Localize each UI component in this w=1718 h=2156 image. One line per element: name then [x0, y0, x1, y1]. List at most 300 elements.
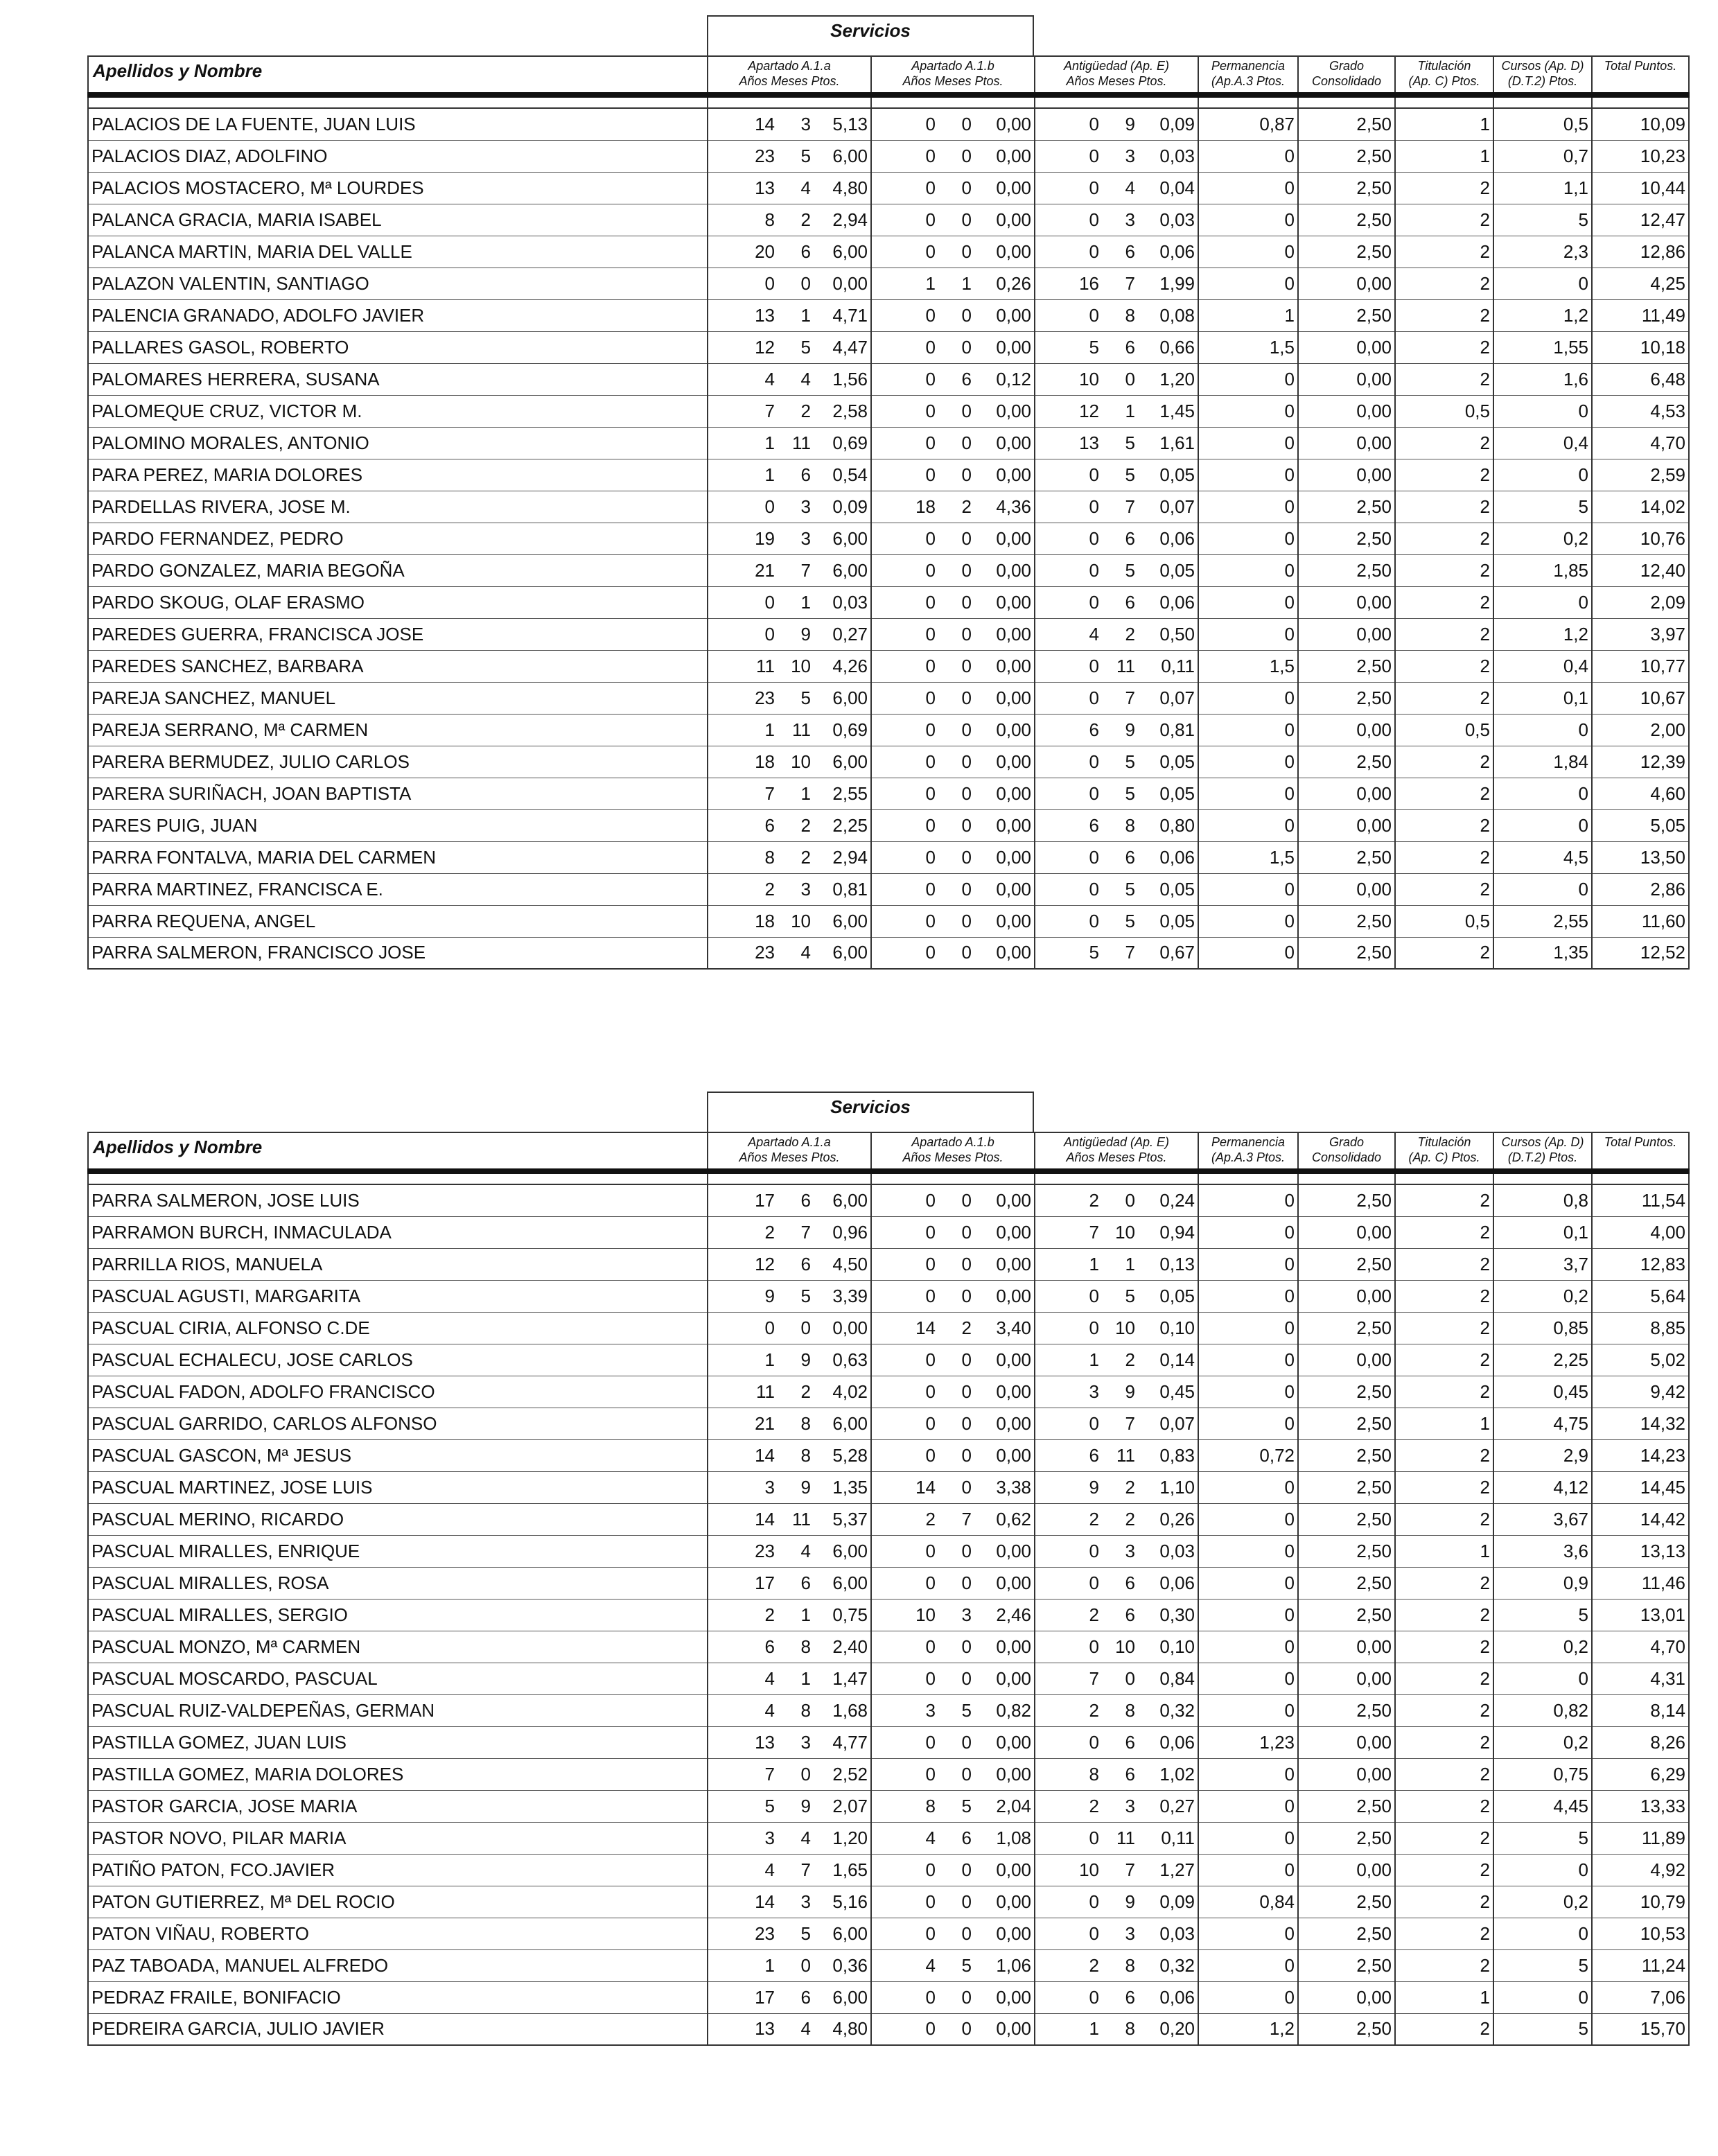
- cell-a1a-values: [711, 496, 868, 518]
- cell-a1a-years: 13: [755, 1731, 775, 1753]
- cell-antiguedad-values: [1038, 1604, 1195, 1626]
- cell-antiguedad-months: 9: [1125, 113, 1135, 134]
- col-header-antiguedad: Antigüedad (Ap. E) Años Meses Ptos.: [1035, 1132, 1198, 1171]
- cell-total: 15,70: [1592, 2013, 1689, 2045]
- cell-antiguedad-months: 3: [1125, 1540, 1135, 1561]
- cell-grado: 2,50: [1298, 1408, 1395, 1439]
- cell-antiguedad-values: [1038, 1987, 1195, 2008]
- cell-a1b-points: 0,00: [996, 527, 1031, 549]
- cell-name: PARERA BERMUDEZ, JULIO CARLOS: [88, 746, 708, 778]
- table-row: [88, 1918, 1689, 1949]
- cell-cursos: 1,84: [1493, 746, 1592, 778]
- cell-antiguedad: [1035, 331, 1198, 363]
- cell-a1a-months: 2: [800, 209, 811, 230]
- cell-a1a: [708, 1439, 871, 1471]
- cell-a1b-points: 0,00: [996, 559, 1031, 581]
- cell-a1a-months: 4: [800, 177, 811, 198]
- cell-a1a-years: 4: [764, 1667, 775, 1689]
- cell-a1b-values: [875, 1732, 1031, 1753]
- cell-total: 8,85: [1592, 1312, 1689, 1344]
- cell-titulacion: 2: [1395, 1439, 1493, 1471]
- col-header-total: Total Puntos.: [1592, 56, 1689, 95]
- cell-antiguedad-years: 0: [1089, 1636, 1099, 1657]
- table-row: [88, 1567, 1689, 1599]
- cell-antiguedad-years: 8: [1089, 1763, 1099, 1785]
- cell-antiguedad-values: [1038, 942, 1195, 963]
- cell-permanencia: 0: [1198, 1694, 1298, 1726]
- cell-antiguedad-points: 0,06: [1159, 846, 1195, 868]
- cell-a1b-points: 0,00: [996, 687, 1031, 708]
- cell-a1b-months: 0: [961, 464, 972, 485]
- cell-a1b-years: 0: [925, 177, 936, 198]
- cell-antiguedad-values: [1038, 528, 1195, 550]
- cell-antiguedad-values: [1038, 1923, 1195, 1945]
- cell-a1a-months: 6: [800, 1986, 811, 2008]
- cell-a1a-years: 12: [755, 336, 775, 358]
- cell-antiguedad-years: 16: [1079, 272, 1099, 294]
- cell-antiguedad-points: 1,45: [1159, 400, 1195, 421]
- cell-name: PARRILLA RIOS, MANUELA: [88, 1248, 708, 1280]
- cell-a1b-years: 0: [925, 304, 936, 326]
- cell-cursos: 0: [1493, 459, 1592, 491]
- cell-a1b-months: 0: [961, 1986, 972, 2008]
- cell-titulacion: 1: [1395, 140, 1493, 172]
- cell-a1a-values: [711, 1317, 868, 1339]
- cell-antiguedad-points: 0,27: [1159, 1795, 1195, 1816]
- cell-a1b-months: 0: [961, 1444, 972, 1466]
- cell-antiguedad-years: 0: [1089, 1317, 1099, 1338]
- cell-a1b-years: 4: [925, 1827, 936, 1848]
- cell-a1b-years: 0: [925, 878, 936, 900]
- cell-antiguedad-years: 0: [1089, 1891, 1099, 1912]
- col-header-a1b: Apartado A.1.b Años Meses Ptos.: [871, 1132, 1035, 1171]
- cell-a1a-points: 0,75: [832, 1604, 868, 1625]
- cell-a1a-months: 9: [800, 1349, 811, 1370]
- cell-a1b-months: 0: [961, 336, 972, 358]
- cell-cursos: 5: [1493, 1822, 1592, 1854]
- cell-a1a-points: 2,94: [832, 209, 868, 230]
- cell-a1a: [708, 140, 871, 172]
- cell-a1b: [871, 1376, 1035, 1408]
- cell-a1b-years: 0: [925, 623, 936, 645]
- cell-a1a-values: [711, 783, 868, 805]
- cell-a1a-values: [711, 1700, 868, 1721]
- cell-a1b-years: 0: [925, 1891, 936, 1912]
- cell-name: PATON GUTIERREZ, Mª DEL ROCIO: [88, 1886, 708, 1918]
- cell-total: 2,00: [1592, 714, 1689, 746]
- cell-antiguedad-months: 5: [1125, 878, 1135, 900]
- table-row: [88, 427, 1689, 459]
- cell-a1a: [708, 1184, 871, 1216]
- cell-antiguedad: [1035, 1981, 1198, 2013]
- cell-name: PARRA SALMERON, JOSE LUIS: [88, 1184, 708, 1216]
- cell-a1b: [871, 1280, 1035, 1312]
- cell-antiguedad-months: 9: [1125, 719, 1135, 740]
- cell-antiguedad: [1035, 937, 1198, 969]
- cell-permanencia: 1,2: [1198, 2013, 1298, 2045]
- cell-a1a-years: 23: [755, 1922, 775, 1944]
- cell-a1b-points: 0,00: [996, 304, 1031, 326]
- table-row: [88, 459, 1689, 491]
- cell-a1b-points: 0,00: [996, 1986, 1031, 2008]
- cell-a1a-months: 4: [800, 1540, 811, 1561]
- cell-permanencia: 0: [1198, 1312, 1298, 1344]
- cell-permanencia: 0: [1198, 459, 1298, 491]
- cell-a1a-years: 0: [764, 591, 775, 613]
- cell-antiguedad-years: 0: [1089, 751, 1099, 772]
- cell-a1a-points: 0,27: [832, 623, 868, 645]
- cell-antiguedad: [1035, 618, 1198, 650]
- cell-permanencia: 0: [1198, 905, 1298, 937]
- cell-antiguedad: [1035, 108, 1198, 140]
- cell-total: 3,97: [1592, 618, 1689, 650]
- cell-antiguedad: [1035, 1567, 1198, 1599]
- cell-antiguedad-years: 0: [1089, 1731, 1099, 1753]
- cell-antiguedad-months: 5: [1125, 1285, 1135, 1306]
- cell-a1a-values: [711, 1764, 868, 1785]
- cell-grado: 2,50: [1298, 1535, 1395, 1567]
- cell-antiguedad-years: 7: [1089, 1667, 1099, 1689]
- cell-a1b-months: 0: [961, 113, 972, 134]
- cell-a1a-points: 0,54: [832, 464, 868, 485]
- cell-a1b-points: 0,00: [996, 464, 1031, 485]
- cell-antiguedad-values: [1038, 1668, 1195, 1690]
- cell-a1b-values: [875, 1764, 1031, 1785]
- cell-antiguedad-years: 0: [1089, 1986, 1099, 2008]
- cell-a1a-points: 1,68: [832, 1699, 868, 1721]
- cell-a1b-months: 0: [961, 400, 972, 421]
- cell-antiguedad-values: [1038, 177, 1195, 199]
- cell-a1a-points: 4,47: [832, 336, 868, 358]
- table-row: [88, 140, 1689, 172]
- cell-permanencia: 0: [1198, 427, 1298, 459]
- cell-antiguedad: [1035, 491, 1198, 523]
- cell-total: 10,18: [1592, 331, 1689, 363]
- table-row: [88, 682, 1689, 714]
- table-row: [88, 363, 1689, 395]
- cell-a1b: [871, 1981, 1035, 2013]
- cell-a1a-years: 1: [764, 464, 775, 485]
- cell-a1a-years: 13: [755, 2018, 775, 2040]
- cell-antiguedad-months: 6: [1125, 527, 1135, 549]
- cell-a1a-points: 1,65: [832, 1859, 868, 1880]
- cell-titulacion: 0,5: [1395, 905, 1493, 937]
- cell-a1b-points: 0,00: [996, 1572, 1031, 1593]
- cell-antiguedad: [1035, 1599, 1198, 1631]
- cell-a1a-points: 6,00: [832, 1986, 868, 2008]
- cell-a1b-points: 0,26: [996, 272, 1031, 294]
- cell-grado: 2,50: [1298, 905, 1395, 937]
- cell-a1a: [708, 491, 871, 523]
- cell-name: PALOMARES HERRERA, SUSANA: [88, 363, 708, 395]
- cell-antiguedad-months: 0: [1125, 1189, 1135, 1211]
- cell-a1a-years: 20: [755, 240, 775, 262]
- cell-a1b-values: [875, 1413, 1031, 1435]
- cell-permanencia: 1,5: [1198, 650, 1298, 682]
- cell-a1a-months: 2: [800, 1381, 811, 1402]
- cell-antiguedad-values: [1038, 1636, 1195, 1658]
- cell-name: PARDO GONZALEZ, MARIA BEGOÑA: [88, 554, 708, 586]
- table-row: [88, 618, 1689, 650]
- cell-a1b-years: 0: [925, 1636, 936, 1657]
- cell-a1b-months: 0: [961, 1221, 972, 1243]
- cell-a1b-points: 0,00: [996, 2018, 1031, 2040]
- col-header-a1a: Apartado A.1.a Años Meses Ptos.: [708, 1132, 871, 1171]
- cell-a1b-values: [875, 305, 1031, 326]
- cell-grado: 2,50: [1298, 650, 1395, 682]
- cell-a1a-months: 7: [800, 1221, 811, 1243]
- cell-a1a-months: 0: [800, 1954, 811, 1976]
- cell-a1a-months: 1: [800, 1667, 811, 1689]
- cell-a1a-values: [711, 114, 868, 135]
- cell-permanencia: 0: [1198, 1408, 1298, 1439]
- cell-a1a-years: 14: [755, 113, 775, 134]
- cell-a1a-months: 10: [791, 751, 811, 772]
- cell-permanencia: 0,72: [1198, 1439, 1298, 1471]
- cell-a1a-years: 7: [764, 400, 775, 421]
- cell-a1a-values: [711, 1445, 868, 1466]
- cell-antiguedad: [1035, 140, 1198, 172]
- cell-a1a-years: 14: [755, 1891, 775, 1912]
- table-row: [88, 1216, 1689, 1248]
- cell-a1b-months: 0: [961, 687, 972, 708]
- cell-name: PARRA SALMERON, FRANCISCO JOSE: [88, 937, 708, 969]
- cell-name: PASCUAL AGUSTI, MARGARITA: [88, 1280, 708, 1312]
- cell-total: 8,26: [1592, 1726, 1689, 1758]
- cell-antiguedad-points: 0,06: [1159, 240, 1195, 262]
- cell-antiguedad-years: 5: [1089, 336, 1099, 358]
- cell-a1a-years: 11: [756, 655, 775, 676]
- cell-antiguedad-points: 0,07: [1159, 687, 1195, 708]
- cell-cursos: 2,3: [1493, 236, 1592, 268]
- cell-a1b-months: 0: [961, 1667, 972, 1689]
- cell-cursos: 0: [1493, 873, 1592, 905]
- cell-name: PAREJA SANCHEZ, MANUEL: [88, 682, 708, 714]
- cell-a1b-points: 0,00: [996, 1636, 1031, 1657]
- cell-a1a-values: [711, 1955, 868, 1977]
- cell-total: 12,86: [1592, 236, 1689, 268]
- cell-cursos: 0,85: [1493, 1312, 1592, 1344]
- table-row: [88, 1248, 1689, 1280]
- cell-a1b-values: [875, 209, 1031, 231]
- cell-grado: 2,50: [1298, 554, 1395, 586]
- cell-a1b-months: 0: [961, 814, 972, 836]
- cell-a1a: [708, 682, 871, 714]
- cell-a1b-values: [875, 1381, 1031, 1403]
- cell-a1a-values: [711, 1254, 868, 1275]
- col-header-a1b: Apartado A.1.b Años Meses Ptos.: [871, 56, 1035, 95]
- cell-a1a-months: 8: [800, 1444, 811, 1466]
- cell-grado: 2,50: [1298, 204, 1395, 236]
- cell-a1b-points: 1,06: [996, 1954, 1031, 1976]
- cell-name: PASCUAL GASCON, Mª JESUS: [88, 1439, 708, 1471]
- table-row: [88, 1439, 1689, 1471]
- cell-antiguedad-values: [1038, 1254, 1195, 1275]
- cell-cursos: 1,35: [1493, 937, 1592, 969]
- cell-a1b: [871, 108, 1035, 140]
- cell-a1b-points: 1,08: [996, 1827, 1031, 1848]
- cell-grado: 0,00: [1298, 395, 1395, 427]
- cell-titulacion: 2: [1395, 1344, 1493, 1376]
- cell-a1b-values: [875, 687, 1031, 709]
- cell-a1b-months: 0: [961, 1922, 972, 1944]
- cell-permanencia: 0: [1198, 1535, 1298, 1567]
- cell-a1b-years: 0: [925, 846, 936, 868]
- cell-antiguedad: [1035, 714, 1198, 746]
- cell-antiguedad-points: 0,11: [1161, 655, 1195, 676]
- table-row: [88, 1471, 1689, 1503]
- cell-a1a: [708, 172, 871, 204]
- cell-a1a: [708, 523, 871, 554]
- cell-permanencia: 0: [1198, 809, 1298, 841]
- cell-a1b-values: [875, 1445, 1031, 1466]
- cell-grado: 2,50: [1298, 1599, 1395, 1631]
- table-row: [88, 1758, 1689, 1790]
- cell-a1b-months: 0: [961, 1285, 972, 1306]
- cell-a1a-values: [711, 1349, 868, 1371]
- cell-antiguedad-years: 0: [1089, 527, 1099, 549]
- cell-a1a-years: 23: [755, 1540, 775, 1561]
- cell-a1a: [708, 1631, 871, 1663]
- cell-cursos: 0: [1493, 809, 1592, 841]
- cell-a1b-points: 0,00: [996, 400, 1031, 421]
- cell-a1a-points: 6,00: [832, 240, 868, 262]
- cell-a1b-years: 0: [925, 1540, 936, 1561]
- cell-a1b-months: 0: [961, 623, 972, 645]
- cell-permanencia: 0: [1198, 140, 1298, 172]
- cell-name: PASCUAL MERINO, RICARDO: [88, 1503, 708, 1535]
- cell-a1a-months: 2: [800, 814, 811, 836]
- cell-a1a-years: 2: [764, 1221, 775, 1243]
- cell-a1b-values: [875, 815, 1031, 836]
- cell-a1b-months: 5: [961, 1699, 972, 1721]
- cell-a1b-points: 0,00: [996, 655, 1031, 676]
- cell-a1b-months: 0: [961, 719, 972, 740]
- cell-a1b-points: 0,00: [996, 814, 1031, 836]
- cell-a1a-years: 23: [755, 942, 775, 963]
- cell-antiguedad-values: [1038, 209, 1195, 231]
- cell-a1a: [708, 1248, 871, 1280]
- cell-a1a: [708, 1854, 871, 1886]
- cell-antiguedad-years: 2: [1089, 1508, 1099, 1530]
- cell-titulacion: 2: [1395, 1184, 1493, 1216]
- cell-a1a-years: 8: [764, 846, 775, 868]
- cell-name: PALANCA GRACIA, MARIA ISABEL: [88, 204, 708, 236]
- cell-antiguedad-years: 10: [1079, 1859, 1099, 1880]
- cell-a1b: [871, 1886, 1035, 1918]
- cell-titulacion: 2: [1395, 1503, 1493, 1535]
- cell-a1a-values: [711, 337, 868, 358]
- cell-a1b-points: 0,00: [996, 1381, 1031, 1402]
- cell-grado: 2,50: [1298, 491, 1395, 523]
- cell-antiguedad-points: 0,11: [1161, 1827, 1195, 1848]
- cell-titulacion: 2: [1395, 459, 1493, 491]
- cell-grado: 2,50: [1298, 1312, 1395, 1344]
- cell-a1b-values: [875, 528, 1031, 550]
- cell-antiguedad-values: [1038, 560, 1195, 581]
- cell-cursos: 0,2: [1493, 1726, 1592, 1758]
- cell-a1b-years: 0: [925, 527, 936, 549]
- cell-antiguedad: [1035, 1248, 1198, 1280]
- cell-antiguedad-years: 0: [1089, 591, 1099, 613]
- cell-a1a: [708, 554, 871, 586]
- cell-antiguedad-values: [1038, 624, 1195, 645]
- cell-a1a: [708, 1280, 871, 1312]
- cell-a1a-months: 3: [800, 878, 811, 900]
- cell-permanencia: 0: [1198, 778, 1298, 809]
- cell-antiguedad-months: 5: [1125, 910, 1135, 931]
- cell-a1a-values: [711, 464, 868, 486]
- cell-a1b-values: [875, 879, 1031, 900]
- cell-permanencia: 1,5: [1198, 331, 1298, 363]
- cell-a1b-years: 1: [925, 272, 936, 294]
- cell-a1b-years: 0: [925, 1189, 936, 1211]
- cell-antiguedad-years: 0: [1089, 878, 1099, 900]
- col-header-cursos: Cursos (Ap. D) (D.T.2) Ptos.: [1493, 56, 1592, 95]
- cell-a1b-points: 3,38: [996, 1476, 1031, 1498]
- cell-a1a-points: 4,80: [832, 177, 868, 198]
- cell-antiguedad-values: [1038, 1859, 1195, 1881]
- cell-antiguedad: [1035, 299, 1198, 331]
- cell-cursos: 0: [1493, 268, 1592, 299]
- cell-permanencia: 0: [1198, 204, 1298, 236]
- cell-a1b: [871, 1694, 1035, 1726]
- table-row: [88, 1376, 1689, 1408]
- cell-antiguedad-values: [1038, 592, 1195, 613]
- cell-antiguedad-years: 5: [1089, 942, 1099, 963]
- cell-a1b-points: 0,00: [996, 1859, 1031, 1880]
- cell-antiguedad-months: 7: [1125, 942, 1135, 963]
- cell-a1a-values: [711, 528, 868, 550]
- cell-a1b-years: 0: [925, 751, 936, 772]
- table-row: [88, 1503, 1689, 1535]
- cell-total: 4,70: [1592, 1631, 1689, 1663]
- cell-a1b: [871, 363, 1035, 395]
- cell-a1b-months: 0: [961, 145, 972, 166]
- cell-titulacion: 2: [1395, 1376, 1493, 1408]
- cell-a1a-values: [711, 1509, 868, 1530]
- cell-a1a: [708, 1886, 871, 1918]
- cell-a1a-months: 0: [800, 272, 811, 294]
- cell-cursos: 0,45: [1493, 1376, 1592, 1408]
- cell-total: 13,13: [1592, 1535, 1689, 1567]
- cell-cursos: 5: [1493, 2013, 1592, 2045]
- cell-antiguedad-values: [1038, 1572, 1195, 1594]
- cell-a1a-points: 3,39: [832, 1285, 868, 1306]
- cell-a1b: [871, 1535, 1035, 1567]
- cell-name: PALLARES GASOL, ROBERTO: [88, 331, 708, 363]
- table-row: [88, 937, 1689, 969]
- cell-total: 4,70: [1592, 427, 1689, 459]
- cell-cursos: 5: [1493, 1599, 1592, 1631]
- cell-antiguedad-points: 0,05: [1159, 464, 1195, 485]
- cell-antiguedad-values: [1038, 783, 1195, 805]
- cell-a1a-months: 6: [800, 1189, 811, 1211]
- cell-a1a-values: [711, 1732, 868, 1753]
- cell-a1b: [871, 459, 1035, 491]
- cell-a1b: [871, 1790, 1035, 1822]
- cell-cursos: 4,5: [1493, 841, 1592, 873]
- cell-a1a-values: [711, 1636, 868, 1658]
- cell-a1b-years: 0: [925, 719, 936, 740]
- cell-antiguedad-years: 0: [1089, 559, 1099, 581]
- cell-a1a-months: 3: [800, 1731, 811, 1753]
- cell-antiguedad-points: 1,20: [1159, 368, 1195, 389]
- cell-total: 11,49: [1592, 299, 1689, 331]
- cell-permanencia: 0: [1198, 491, 1298, 523]
- cell-a1b-years: 0: [925, 655, 936, 676]
- cell-a1a-values: [711, 1190, 868, 1211]
